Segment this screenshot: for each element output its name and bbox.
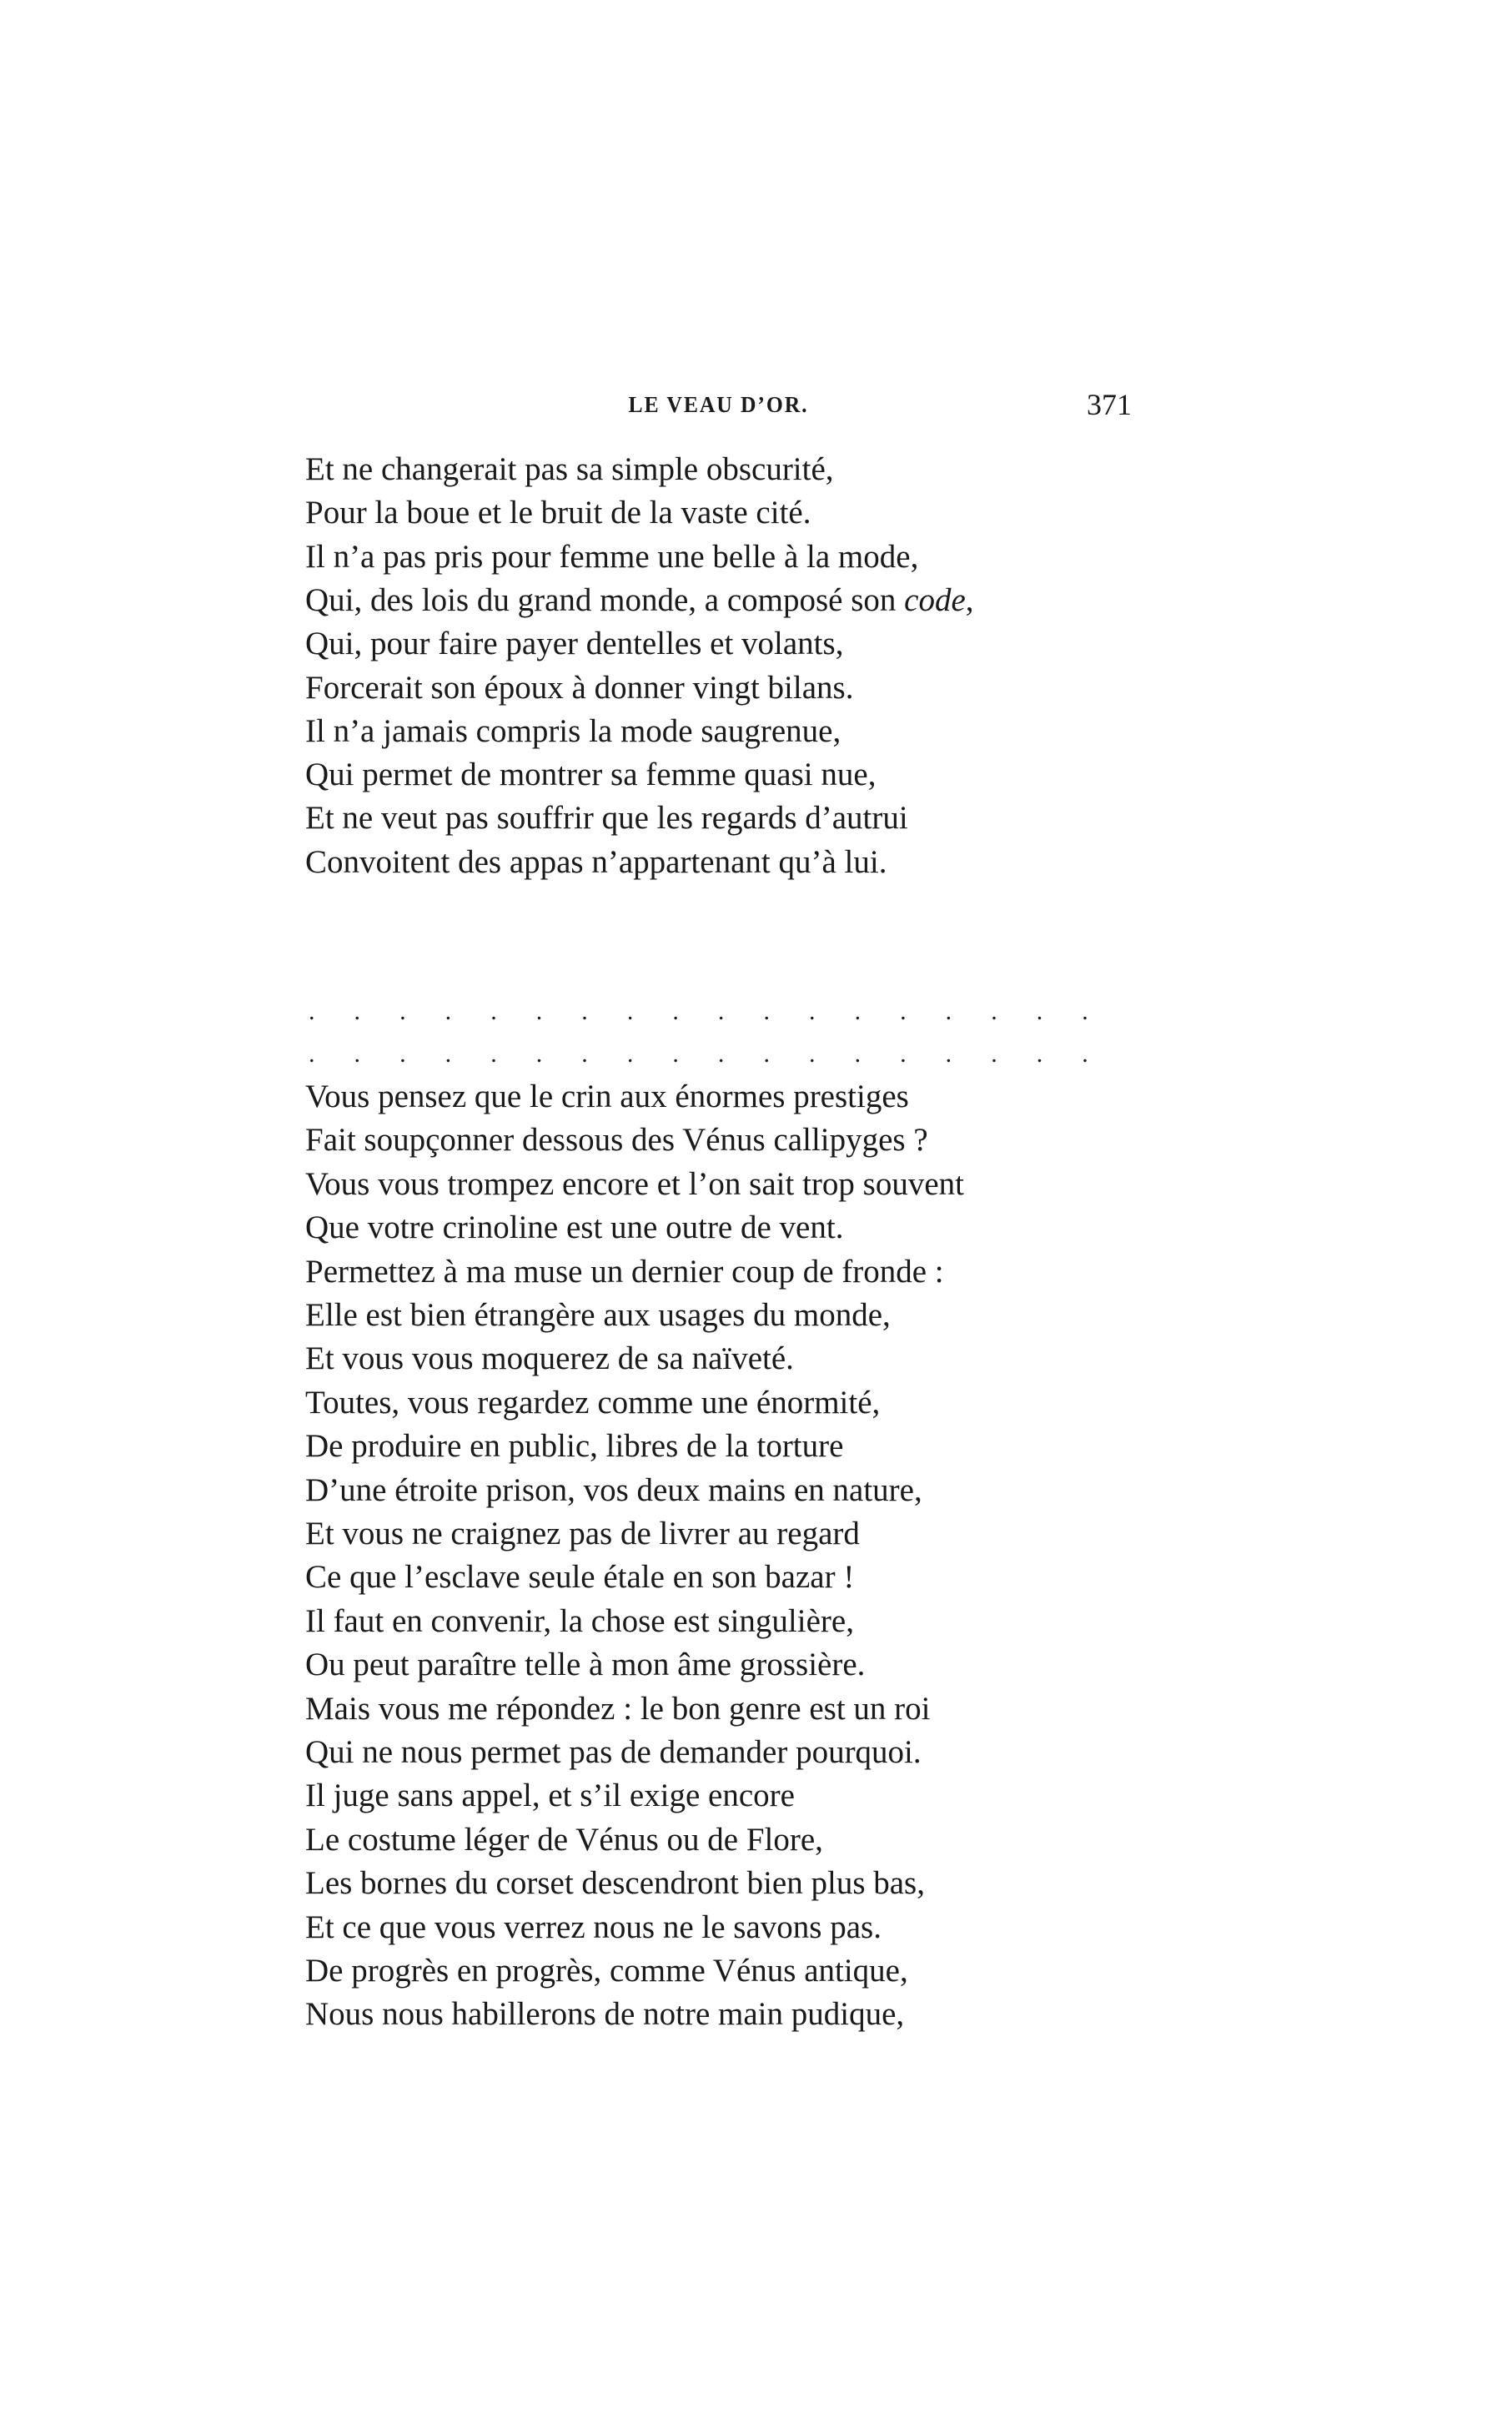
ellipsis-dot: . bbox=[945, 998, 952, 1025]
verse-line: Les bornes du corset descendront bien plus bas, bbox=[305, 1865, 925, 1902]
running-head-title: LE VEAU D’OR. bbox=[628, 392, 809, 417]
verse-line: Et ne veut pas souffrir que les regards d’autrui bbox=[305, 800, 908, 837]
ellipsis-dot: . bbox=[1082, 998, 1088, 1025]
verse-line: Permettez à ma muse un dernier coup de fronde : bbox=[305, 1253, 944, 1290]
ellipsis-dot: . bbox=[309, 998, 315, 1025]
ellipsis-dot: . bbox=[672, 998, 679, 1025]
ellipsis-dot: . bbox=[490, 998, 497, 1025]
verse-italic-word: code bbox=[904, 581, 966, 618]
verse-line: Pour la boue et le bruit de la vaste cité. bbox=[305, 495, 811, 531]
ellipsis-dot: . bbox=[1036, 1040, 1043, 1068]
verse-line: Le costume léger de Vénus ou de Flore, bbox=[305, 1821, 823, 1858]
verse-line: Vous pensez que le crin aux énormes prestiges bbox=[305, 1079, 909, 1114]
verse-line: De progrès en progrès, comme Vénus antique, bbox=[305, 1953, 908, 1989]
verse-text: Qui, des lois du grand monde, a composé son bbox=[305, 581, 905, 618]
ellipsis-dot: . bbox=[945, 1040, 952, 1068]
verse-punctuation: , bbox=[965, 581, 974, 618]
verse-line: Forcerait son époux à donner vingt bilans. bbox=[305, 669, 854, 706]
ellipsis-dot: . bbox=[626, 998, 634, 1025]
verse-line: Il n’a pas pris pour femme une belle à la mode, bbox=[305, 538, 919, 575]
verse-line: De produire en public, libres de la torture bbox=[305, 1428, 844, 1465]
ellipsis-dot: . bbox=[626, 1040, 634, 1068]
ellipsis-dot: . bbox=[535, 998, 543, 1025]
verse-line: Ce que l’esclave seule étale en son bazar ! bbox=[305, 1559, 855, 1596]
ellipsis-dot: . bbox=[399, 998, 406, 1025]
verse-line: Qui, pour faire payer dentelles et volants, bbox=[305, 626, 844, 662]
ellipsis-dot: . bbox=[445, 998, 452, 1025]
verse-line: Elle est bien étrangère aux usages du monde, bbox=[305, 1297, 891, 1333]
verse-line: Il faut en convenir, la chose est singulière, bbox=[305, 1602, 854, 1639]
verse-line: D’une étroite prison, vos deux mains en nature, bbox=[305, 1471, 922, 1508]
ellipsis-dot: . bbox=[809, 1040, 816, 1068]
ellipsis-dot: . bbox=[309, 1040, 315, 1068]
verse-line: Ou peut paraître telle à mon âme grossière. bbox=[305, 1647, 866, 1683]
page-number: 371 bbox=[1087, 388, 1132, 421]
ellipsis-dot: . bbox=[900, 998, 907, 1025]
verse-line: Convoitent des appas n’appartenant qu’à lui. bbox=[305, 843, 887, 880]
ellipsis-dot: . bbox=[991, 1040, 997, 1068]
verse-line: Toutes, vous regardez comme une énormité, bbox=[305, 1384, 881, 1421]
verse-line: Vous vous trompez encore et l’on sait trop souvent bbox=[305, 1165, 964, 1202]
ellipsis-dot: . bbox=[354, 1040, 361, 1068]
ellipsis-dot: . bbox=[991, 998, 997, 1025]
ellipsis-dot: . bbox=[354, 998, 361, 1025]
verse-line: Fait soupçonner dessous des Vénus callipyges ? bbox=[305, 1122, 928, 1159]
ellipsis-dot: . bbox=[900, 1040, 907, 1068]
ellipsis-dot: . bbox=[854, 1040, 861, 1068]
ellipsis-dot: . bbox=[763, 1040, 770, 1068]
verse-line: Et ne changerait pas sa simple obscurité, bbox=[305, 451, 834, 487]
ellipsis-dot: . bbox=[809, 998, 816, 1025]
ellipsis-dot: . bbox=[490, 1040, 497, 1068]
verse-line: Que votre crinoline est une outre de vent. bbox=[305, 1209, 844, 1246]
verse-line: Qui ne nous permet pas de demander pourquoi. bbox=[305, 1734, 922, 1770]
running-head bbox=[305, 388, 1132, 434]
verse-line bbox=[305, 579, 974, 622]
verse-line: Et vous ne craignez pas de livrer au regard bbox=[305, 1516, 860, 1551]
ellipsis-dot: . bbox=[581, 998, 588, 1025]
ellipsis-dot: . bbox=[672, 1040, 679, 1068]
verse-line: Et ce que vous verrez nous ne le savons pas. bbox=[305, 1908, 882, 1945]
ellipsis-row bbox=[309, 1040, 1088, 1069]
verse-line: Qui permet de montrer sa femme quasi nue, bbox=[305, 757, 877, 793]
ellipsis-dot: . bbox=[445, 1040, 452, 1068]
verse-line: Il juge sans appel, et s’il exige encore bbox=[305, 1778, 795, 1814]
ellipsis-dot: . bbox=[399, 1040, 406, 1068]
ellipsis-dot: . bbox=[1082, 1040, 1088, 1068]
ellipsis-dot: . bbox=[1036, 998, 1043, 1025]
ellipsis-dot: . bbox=[581, 1040, 588, 1068]
verse-line: Nous nous habillerons de notre main pudique, bbox=[305, 1996, 905, 2033]
ellipsis-dot: . bbox=[763, 998, 770, 1025]
verse-line: Et vous vous moquerez de sa naïveté. bbox=[305, 1340, 794, 1377]
ellipsis-row bbox=[309, 998, 1088, 1026]
ellipsis-dot: . bbox=[717, 1040, 725, 1068]
verse-line: Il n’a jamais compris la mode saugrenue, bbox=[305, 712, 841, 749]
ellipsis-dot: . bbox=[717, 998, 725, 1025]
ellipsis-dot: . bbox=[535, 1040, 543, 1068]
ellipsis-dot: . bbox=[854, 998, 861, 1025]
verse-line: Mais vous me répondez : le bon genre est un roi bbox=[305, 1690, 931, 1727]
